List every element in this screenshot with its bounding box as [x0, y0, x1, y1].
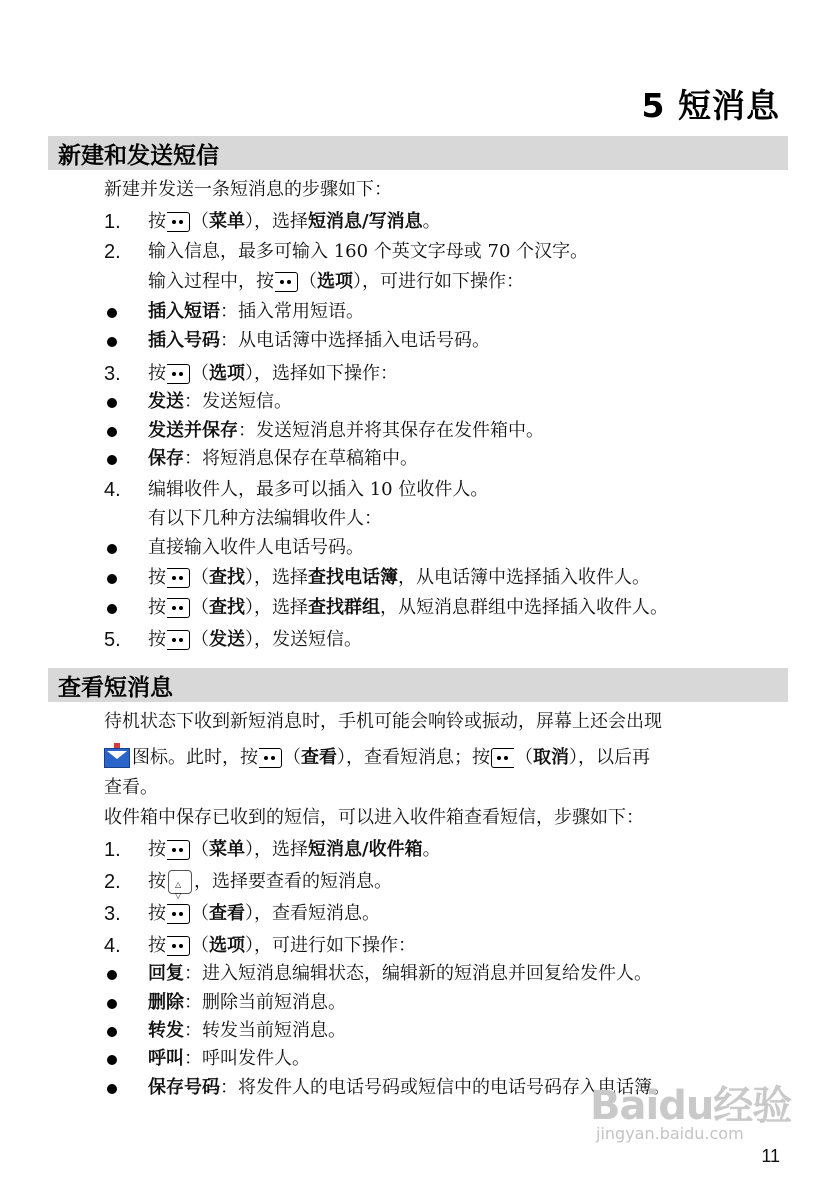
- bullet-text: 保存：将短消息保存在草稿箱中。: [148, 448, 418, 469]
- paragraph-text: 待机状态下收到新短消息时，手机可能会响铃或振动，屏幕上还会出现: [104, 711, 662, 732]
- softkey-icon: [167, 364, 190, 384]
- bullet-text: 发送：发送短信。: [148, 391, 292, 412]
- bullet-icon: [107, 604, 117, 614]
- softkey-icon: [167, 904, 190, 924]
- step-text: 按 （查看），查看短消息。: [148, 903, 380, 924]
- paragraph-text: 收件箱中保存已收到的短信，可以进入收件箱查看短信，步骤如下：: [104, 807, 644, 828]
- watermark-logo: Baidu经验: [590, 1083, 792, 1129]
- paragraph-text: 查看。: [104, 777, 158, 798]
- intro-text: 新建并发送一条短消息的步骤如下：: [104, 179, 392, 200]
- step-text: 按 （菜单），选择短消息/收件箱。: [148, 839, 441, 860]
- bullet-icon: [107, 337, 117, 347]
- navigation-key-icon: [168, 870, 192, 894]
- bullet-text: 呼叫：呼叫发件人。: [148, 1048, 310, 1069]
- step-number: 1.: [104, 839, 121, 861]
- softkey-icon: [167, 630, 190, 650]
- bullet-text: 直接输入收件人电话号码。: [148, 537, 364, 558]
- softkey-icon: [275, 272, 298, 292]
- bullet-icon: [107, 398, 117, 408]
- page-number: 11: [761, 1146, 780, 1166]
- step-number: 3.: [104, 903, 121, 925]
- paragraph-text: 图标。此时，按 （查看），查看短消息；按 （取消），以后再: [104, 744, 650, 772]
- step-text: 按 （选项），可进行如下操作：: [148, 935, 416, 956]
- bullet-text: 保存号码：将发件人的电话号码或短信中的电话号码存入电话簿。: [148, 1077, 670, 1098]
- step-number: 4.: [104, 935, 121, 957]
- step-continuation: 有以下几种方法编辑收件人：: [148, 508, 382, 529]
- bullet-text: 发送并保存：发送短消息并将其保存在发件箱中。: [148, 420, 544, 441]
- section-heading: 查看短消息: [58, 674, 173, 701]
- step-text: 按 （菜单），选择短消息/写消息。: [148, 211, 441, 232]
- step-text: 编辑收件人，最多可以插入 10 位收件人。: [148, 479, 489, 500]
- new-message-icon: [104, 748, 130, 768]
- bullet-text: 插入短语：插入常用短语。: [148, 301, 364, 322]
- bullet-icon: [107, 455, 117, 465]
- softkey-icon: [167, 840, 190, 860]
- bullet-icon: [107, 574, 117, 584]
- bullet-icon: [107, 1027, 117, 1037]
- step-text: 输入信息，最多可输入 160 个英文字母或 70 个汉字。: [148, 241, 589, 262]
- step-number: 3.: [104, 363, 121, 385]
- bullet-text: 删除：删除当前短消息。: [148, 992, 346, 1013]
- bullet-icon: [107, 1084, 117, 1094]
- step-number: 5.: [104, 629, 121, 651]
- softkey-icon: [167, 212, 190, 232]
- bullet-text: 回复：进入短消息编辑状态，编辑新的短消息并回复给发件人。: [148, 963, 652, 984]
- step-number: 1.: [104, 211, 121, 233]
- bullet-text: 按 （查找），选择查找群组，从短消息群组中选择插入收件人。: [148, 597, 668, 618]
- section-header-view: [48, 668, 788, 702]
- step-number: 4.: [104, 479, 121, 501]
- chapter-title: 5 短消息: [641, 86, 780, 125]
- bullet-icon: [107, 970, 117, 980]
- step-text: 按△ ▽ ，选择要查看的短消息。: [148, 868, 392, 896]
- softkey-icon: [259, 748, 282, 768]
- step-number: 2.: [104, 871, 121, 893]
- watermark-url: jingyan.baidu.com: [596, 1124, 744, 1143]
- bullet-text: 按 （查找），选择查找电话簿，从电话簿中选择插入收件人。: [148, 567, 650, 588]
- bullet-icon: [107, 308, 117, 318]
- bullet-icon: [107, 427, 117, 437]
- section-header-new-send: [48, 136, 788, 170]
- step-text: 按 （选项），选择如下操作：: [148, 363, 398, 384]
- softkey-icon: [167, 598, 190, 618]
- softkey-left-icon: [491, 748, 514, 768]
- softkey-icon: [167, 936, 190, 956]
- softkey-icon: [167, 568, 190, 588]
- bullet-text: 转发：转发当前短消息。: [148, 1020, 346, 1041]
- section-heading: 新建和发送短信: [58, 142, 219, 169]
- step-number: 2.: [104, 241, 121, 263]
- step-continuation: 输入过程中，按 （选项），可进行如下操作：: [148, 271, 524, 292]
- bullet-text: 插入号码：从电话簿中选择插入电话号码。: [148, 330, 490, 351]
- bullet-icon: [107, 544, 117, 554]
- step-text: 按 （发送），发送短信。: [148, 629, 362, 650]
- bullet-icon: [107, 1055, 117, 1065]
- bullet-icon: [107, 999, 117, 1009]
